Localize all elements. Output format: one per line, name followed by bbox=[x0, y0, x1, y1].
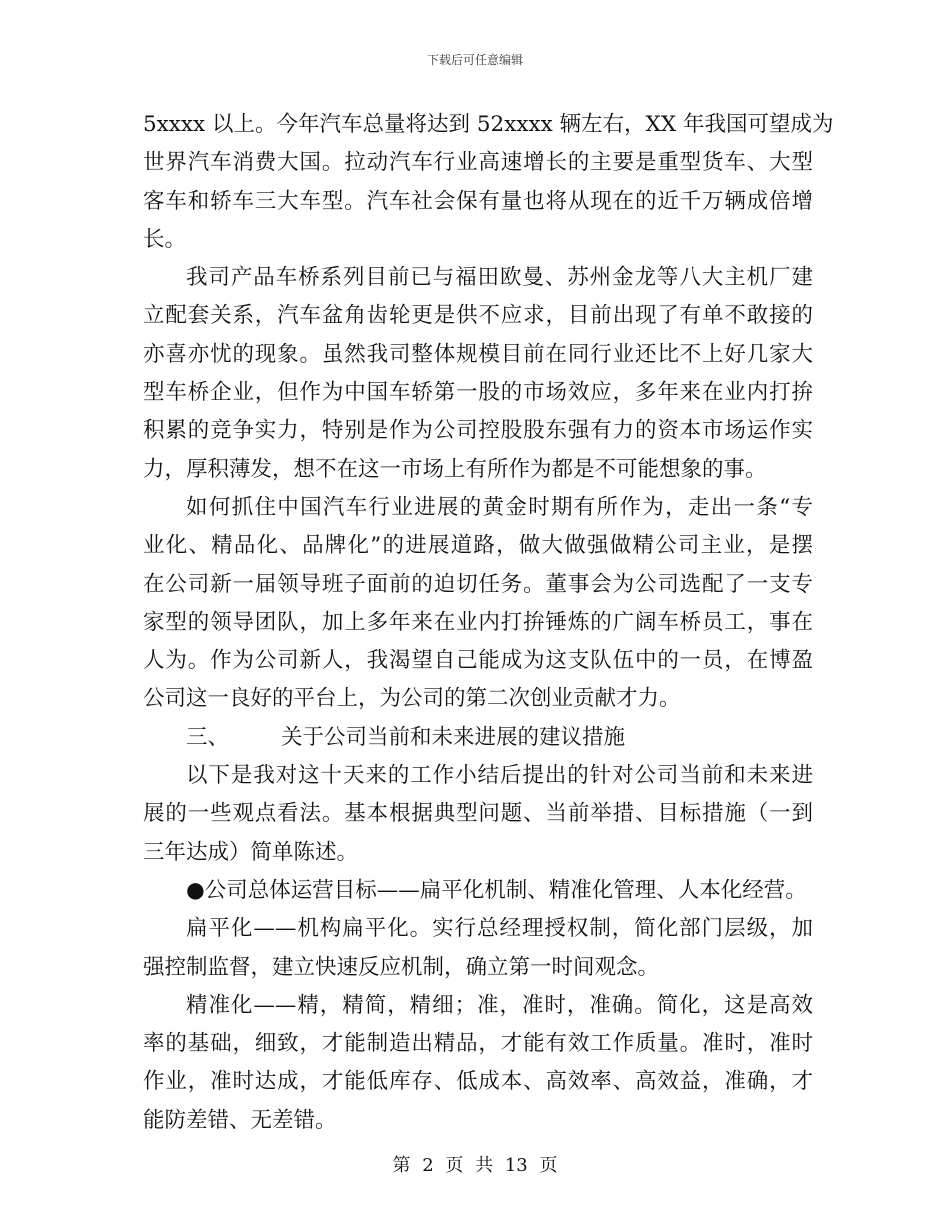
text-line: 5xxxx 以上。今年汽车总量将达到 52xxxx 辆左右，XX 年我国可望成为 bbox=[143, 112, 834, 137]
text-line: 我司产品车桥系列目前已与福田欧曼、苏州金龙等八大主机厂建 bbox=[186, 265, 813, 291]
text-line: 率的基础，细致，才能制造出精品，才能有效工作质量。准时，准时 bbox=[143, 1031, 813, 1057]
text-line: 型车桥企业，但作为中国车轿第一股的市场效应，多年来在业内打拚 bbox=[143, 380, 813, 406]
text-line: 展的一些观点看法。基本根据典型问题、当前举措、目标措施（一到 bbox=[143, 801, 813, 827]
section-title: 关于公司当前和未来进展的建议措施 bbox=[281, 724, 626, 750]
text-line: 亦喜亦忧的现象。虽然我司整体规模目前在同行业还比不上好几家大 bbox=[143, 341, 813, 367]
text-line: 作业，准时达成，才能低库存、低成本、高效率、高效益，准确，才 bbox=[143, 1069, 813, 1095]
text-line: 立配套关系，汽车盆角齿轮更是供不应求，目前出现了有单不敢接的 bbox=[143, 303, 813, 329]
document-body bbox=[143, 106, 834, 1140]
text-line: 公司这一良好的平台上，为公司的第二次创业贡献才力。 bbox=[143, 686, 681, 712]
section-heading bbox=[143, 719, 813, 757]
text-line: 强控制监督，建立快速反应机制，确立第一时间观念。 bbox=[143, 954, 660, 980]
text-line: 长。 bbox=[143, 226, 187, 252]
paragraph bbox=[143, 757, 813, 872]
paragraph bbox=[143, 489, 813, 719]
section-number: 三、 bbox=[186, 724, 230, 750]
page-header: 下载后可任意编辑 bbox=[426, 53, 523, 67]
text-line: 人为。作为公司新人，我渴望自己能成为这支队伍中的一员，在博盈 bbox=[143, 648, 813, 674]
paragraph bbox=[143, 987, 813, 1140]
text-line: 以下是我对这十天来的工作小结后提出的针对公司当前和未来进 bbox=[186, 763, 813, 789]
text-line: 扁平化——机构扁平化。实行总经理授权制，简化部门层级，加 bbox=[186, 916, 813, 942]
paragraph bbox=[143, 106, 834, 259]
text-line: 家型的领导团队，加上多年来在业内打拚锤炼的广阔车桥员工，事在 bbox=[143, 609, 813, 635]
paragraph bbox=[143, 259, 813, 489]
text-line: 在公司新一届领导班子面前的迫切任务。董事会为公司选配了一支专 bbox=[143, 571, 813, 597]
text-line: 业化、精品化、品牌化”的进展道路，做大做强做精公司主业，是摆 bbox=[143, 533, 813, 559]
text-line: 能防差错、无差错。 bbox=[143, 1107, 337, 1133]
text-line: 力，厚积薄发，想不在这一市场上有所作为都是不可能想象的事。 bbox=[143, 456, 767, 482]
text-line: 如何抓住中国汽车行业进展的黄金时期有所作为，走出一条“专 bbox=[186, 494, 813, 520]
paragraph bbox=[143, 910, 813, 987]
text-line: 精准化——精，精简，精细；准，准时，准确。简化，这是高效 bbox=[186, 992, 813, 1018]
text-line: ●公司总体运营目标——扁平化机制、精准化管理、人本化经营。 bbox=[186, 877, 807, 903]
bullet-paragraph bbox=[143, 872, 813, 910]
text-line: 世界汽车消费大国。拉动汽车行业高速增长的主要是重型货车、大型 bbox=[143, 150, 813, 176]
text-line: 客车和轿车三大车型。汽车社会保有量也将从现在的近千万辆成倍增 bbox=[143, 188, 813, 214]
page-footer: 第 2 页 共 13 页 bbox=[392, 1155, 558, 1176]
text-line: 积累的竞争实力，特别是作为公司控股股东强有力的资本市场运作实 bbox=[143, 418, 813, 444]
text-line: 三年达成）简单陈述。 bbox=[143, 839, 359, 865]
